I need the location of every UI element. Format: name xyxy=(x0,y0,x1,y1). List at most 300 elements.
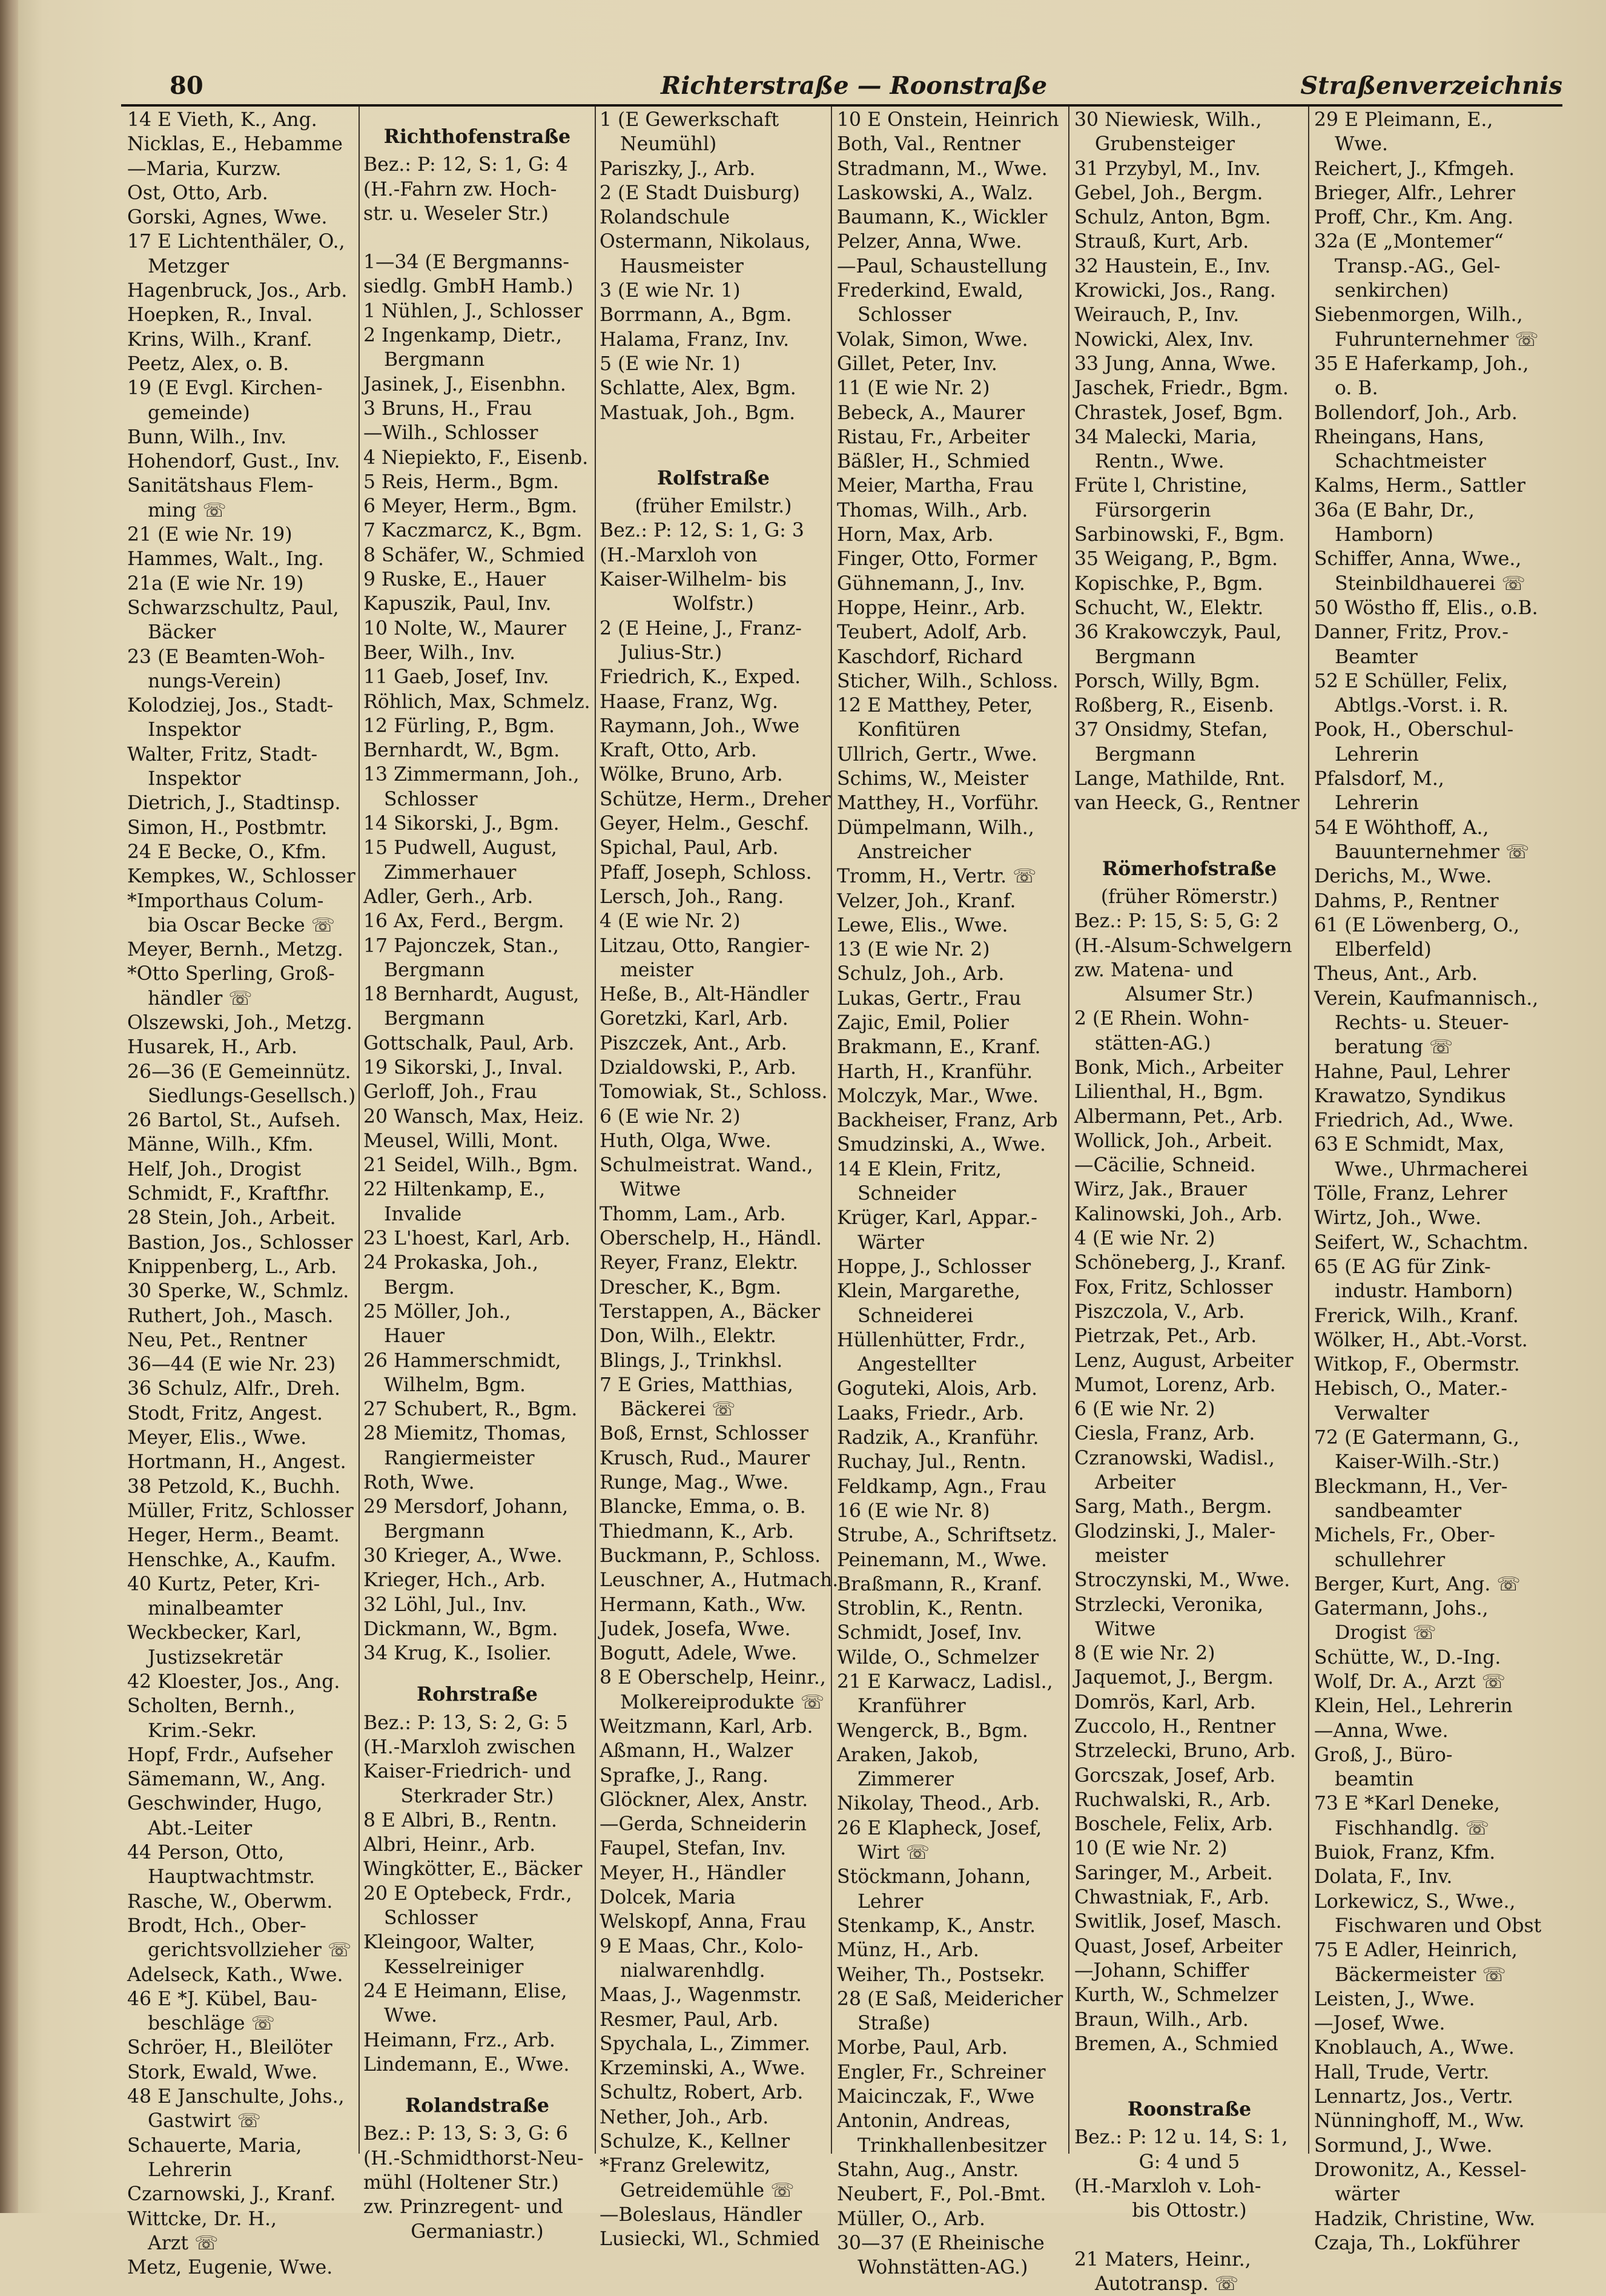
directory-entry: Bergmann xyxy=(384,1008,485,1030)
directory-entry: Röhlich, Max, Schmelz. xyxy=(363,690,590,713)
directory-entry: Elberfeld) xyxy=(1335,939,1432,961)
directory-entry: 8 (E wie Nr. 2) xyxy=(1074,1643,1215,1665)
directory-entry: Stroczynski, M., Wwe. xyxy=(1074,1569,1290,1592)
directory-entry: Thomm, Lam., Arb. xyxy=(600,1203,786,1225)
directory-entry: Goguteki, Alois, Arb. xyxy=(837,1378,1038,1400)
directory-entry: Bunn, Wilh., Inv. xyxy=(127,426,287,448)
column-5 xyxy=(1074,108,1304,2295)
directory-entry: Switlik, Josef, Masch. xyxy=(1074,1911,1282,1933)
spacer xyxy=(1074,2056,1304,2080)
directory-entry: 26 Hammerschmidt, xyxy=(363,1349,561,1372)
directory-entry: Baumann, K., Wickler xyxy=(837,207,1048,229)
directory-entry: meister xyxy=(1095,1544,1169,1567)
directory-entry: Weckbecker, Karl, xyxy=(127,1622,302,1644)
directory-entry: (H.-Alsum-Schwelgern xyxy=(1074,935,1292,957)
directory-entry: senkirchen) xyxy=(1335,280,1449,302)
directory-entry: 61 (E Löwenberg, O., xyxy=(1314,914,1520,936)
directory-entry: 2 (E Stadt Duisburg) xyxy=(600,182,800,204)
directory-entry: Schlosser xyxy=(384,1907,478,1930)
directory-entry: 21a (E wie Nr. 19) xyxy=(127,572,304,595)
directory-entry: 11 (E wie Nr. 2) xyxy=(837,377,990,400)
directory-entry: Friedrich, Ad., Wwe. xyxy=(1314,1110,1514,1132)
directory-entry: Hamborn) xyxy=(1335,524,1433,546)
directory-entry: Wolfstr.) xyxy=(673,593,754,615)
directory-entry: 30 Krieger, A., Wwe. xyxy=(363,1544,563,1567)
directory-entry: Kaschdorf, Richard xyxy=(837,646,1023,668)
directory-entry: —Anna, Wwe. xyxy=(1314,1719,1449,1742)
directory-entry: 38 Petzold, K., Buchh. xyxy=(127,1475,341,1498)
directory-entry: 7 E Gries, Matthias, xyxy=(600,1374,793,1396)
directory-entry: 5 Reis, Herm., Bgm. xyxy=(363,471,559,493)
directory-entry: Blings, J., Trinkhsl. xyxy=(600,1349,783,1372)
directory-entry: Kempkes, W., Schlosser xyxy=(127,865,355,888)
directory-entry: Sticher, Wilh., Schloss. xyxy=(837,670,1059,692)
directory-entry: 24 E Heimann, Elise, xyxy=(363,1980,567,2002)
directory-entry: Leuschner, A., Hutmach. xyxy=(600,1569,839,1592)
directory-entry: 16 (E wie Nr. 8) xyxy=(837,1500,990,1522)
directory-entry: Finger, Otto, Former xyxy=(837,548,1037,571)
directory-entry: Hahne, Paul, Lehrer xyxy=(1314,1060,1510,1083)
directory-entry: Gebel, Joh., Bergm. xyxy=(1074,182,1263,204)
directory-entry: Wölker, H., Abt.-Vorst. xyxy=(1314,1329,1528,1351)
directory-entry: Witkop, F., Obermstr. xyxy=(1314,1354,1520,1376)
directory-entry: Seifert, W., Schachtm. xyxy=(1314,1231,1529,1254)
directory-entry: Gorski, Agnes, Wwe. xyxy=(127,207,328,229)
directory-entry: Julius-Str.) xyxy=(620,641,722,664)
directory-entry: 31 Przybyl, M., Inv. xyxy=(1074,157,1261,180)
street-heading: Rolandstraße xyxy=(405,2094,549,2117)
directory-entry: Jaquemot, J., Bergm. xyxy=(1074,1667,1274,1689)
directory-entry: Klein, Hel., Lehrerin xyxy=(1314,1695,1513,1718)
directory-entry: Dolata, F., Inv. xyxy=(1314,1866,1453,1888)
directory-entry: Czranowski, Wadisl., xyxy=(1074,1447,1275,1469)
directory-entry: Kopischke, P., Bgm. xyxy=(1074,572,1263,595)
directory-entry: Spichal, Paul, Arb. xyxy=(600,837,779,859)
street-heading: Roonstraße xyxy=(1127,2098,1252,2121)
directory-entry: Sämemann, W., Ang. xyxy=(127,1768,326,1791)
directory-entry: Ruthert, Joh., Masch. xyxy=(127,1305,334,1327)
directory-entry: Raymann, Joh., Wwe xyxy=(600,715,800,737)
directory-entry: Bäßler, H., Schmied xyxy=(837,451,1031,473)
directory-entry: Schwarzschultz, Paul, xyxy=(127,597,339,619)
directory-entry: 22 Hiltenkamp, E., xyxy=(363,1179,546,1201)
directory-entry: Bäckerei ☏ xyxy=(620,1398,736,1421)
directory-entry: 8 Schäfer, W., Schmied xyxy=(363,544,585,566)
directory-entry: Ristau, Fr., Arbeiter xyxy=(837,426,1030,448)
directory-entry: Germaniastr.) xyxy=(411,2220,544,2243)
directory-entry: Alsumer Str.) xyxy=(1125,984,1254,1006)
directory-entry: Krawatzo, Syndikus xyxy=(1314,1085,1506,1107)
directory-entry: Witwe xyxy=(620,1179,681,1201)
directory-entry: 6 (E wie Nr. 2) xyxy=(600,1105,741,1128)
directory-entry: Tölle, Franz, Lehrer xyxy=(1314,1183,1507,1205)
directory-entry: Judek, Josefa, Wwe. xyxy=(600,1618,791,1640)
directory-entry: Glodzinski, J., Maler- xyxy=(1074,1520,1276,1543)
directory-entry: Bergmann xyxy=(384,1520,485,1543)
directory-entry: 75 E Adler, Heinrich, xyxy=(1314,1939,1518,1962)
directory-entry: 8 E Albri, B., Rentn. xyxy=(363,1809,557,1831)
directory-entry: Brodt, Hch., Ober- xyxy=(127,1914,306,1937)
directory-entry: Kaiser-Wilh.-Str.) xyxy=(1335,1451,1500,1474)
directory-entry: Proff, Chr., Km. Ang. xyxy=(1314,207,1514,229)
directory-entry: Pietrzak, Pet., Arb. xyxy=(1074,1325,1257,1348)
directory-entry: mühl (Holtener Str.) xyxy=(363,2172,559,2194)
directory-entry: (H.-Fahrn zw. Hoch- xyxy=(363,178,557,200)
directory-entry: Fischwaren und Obst xyxy=(1335,1914,1542,1937)
directory-entry: Konfitüren xyxy=(858,719,960,741)
directory-entry: Früte l, Christine, xyxy=(1074,475,1247,497)
directory-entry: Thomas, Wilh., Arb. xyxy=(837,499,1028,521)
directory-entry: (H.-Marxloh zwischen xyxy=(363,1736,576,1758)
directory-entry: 24 Prokaska, Joh., xyxy=(363,1252,539,1274)
directory-entry: 10 E Onstein, Heinrich xyxy=(837,109,1059,131)
directory-entry: Schneiderei xyxy=(858,1305,974,1327)
directory-entry: Stöckmann, Johann, xyxy=(837,1866,1031,1888)
directory-entry: Sterkrader Str.) xyxy=(400,1785,554,1807)
directory-entry: Domrös, Karl, Arb. xyxy=(1074,1691,1256,1713)
directory-entry: beschläge ☏ xyxy=(148,2013,275,2035)
directory-entry: Jaschek, Friedr., Bgm. xyxy=(1074,377,1289,400)
directory-entry: Lersch, Joh., Rang. xyxy=(600,885,784,908)
directory-entry: Sarg, Math., Bergm. xyxy=(1074,1496,1272,1518)
directory-entry: Anstreicher xyxy=(858,841,971,863)
directory-entry: Bäckermeister ☏ xyxy=(1335,1964,1506,1986)
directory-entry: 35 Weigang, P., Bgm. xyxy=(1074,548,1278,571)
directory-entry: 26 E Klapheck, Josef, xyxy=(837,1817,1042,1839)
directory-entry: Arzt ☏ xyxy=(148,2232,219,2254)
directory-entry: Hoppe, J., Schlosser xyxy=(837,1256,1031,1278)
directory-entry: Bergmann xyxy=(384,349,485,371)
directory-entry: Verein, Kaufmannisch., xyxy=(1314,987,1539,1010)
directory-entry: Don, Wilh., Elektr. xyxy=(600,1325,776,1348)
directory-entry: gemeinde) xyxy=(148,402,250,424)
directory-entry: Sarbinowski, F., Bgm. xyxy=(1074,524,1285,546)
directory-entry: —Boleslaus, Händler xyxy=(600,2203,802,2226)
directory-entry: Strzlecki, Veronika, xyxy=(1074,1593,1264,1616)
directory-entry: Braun, Wilh., Arb. xyxy=(1074,2008,1249,2031)
directory-entry: 6 Meyer, Herm., Bgm. xyxy=(363,495,578,518)
spacer xyxy=(1074,816,1304,840)
directory-entry: —Johann, Schiffer xyxy=(1074,1959,1249,1982)
directory-entry: Nowicki, Alex, Inv. xyxy=(1074,328,1254,351)
directory-entry: Gastwirt ☏ xyxy=(148,2110,261,2132)
directory-entry: Bergmann xyxy=(384,959,485,981)
directory-entry: 5 (E wie Nr. 1) xyxy=(600,352,741,375)
directory-entry: Bauunternehmer ☏ xyxy=(1335,841,1530,863)
column-divider xyxy=(831,107,832,2154)
directory-entry: 54 E Wöhthoff, A., xyxy=(1314,816,1489,839)
directory-entry: minalbeamter xyxy=(148,1598,283,1620)
directory-entry: Wwe. xyxy=(384,2005,437,2027)
directory-entry: (H.-Marxloh v. Loh- xyxy=(1074,2175,1261,2198)
column-3 xyxy=(600,108,839,2251)
directory-entry: Helf, Joh., Drogist xyxy=(127,1158,302,1180)
directory-entry: 42 Kloester, Jos., Ang. xyxy=(127,1671,340,1693)
directory-entry: 72 (E Gatermann, G., xyxy=(1314,1427,1520,1449)
directory-entry: Wirz, Jak., Brauer xyxy=(1074,1179,1247,1201)
directory-entry: 29 E Pleimann, E., xyxy=(1314,109,1493,131)
directory-entry: Maas, J., Wagenmstr. xyxy=(600,1984,802,2007)
directory-entry: Chwastniak, F., Arb. xyxy=(1074,1887,1270,1909)
directory-entry: Stradmann, M., Wwe. xyxy=(837,157,1048,180)
directory-entry: Schlosser xyxy=(384,788,478,810)
directory-entry: Geschwinder, Hugo, xyxy=(127,1793,323,1815)
column-divider xyxy=(595,107,596,2154)
directory-entry: Lenz, August, Arbeiter xyxy=(1074,1349,1294,1372)
directory-entry: Beamter xyxy=(1335,646,1418,668)
street-heading: Rohrstraße xyxy=(417,1683,538,1706)
directory-entry: Ruchwalski, R., Arb. xyxy=(1074,1788,1271,1811)
directory-entry: Siebenmorgen, Wilh., xyxy=(1314,304,1523,326)
directory-entry: Rangiermeister xyxy=(384,1447,535,1469)
directory-entry: Krusch, Rud., Maurer xyxy=(600,1447,810,1469)
directory-entry: 26 Bartol, St., Aufseh. xyxy=(127,1110,341,1132)
directory-entry: Bez.: P: 13, S: 2, G: 5 xyxy=(363,1712,568,1734)
directory-entry: 16 Ax, Ferd., Bergm. xyxy=(363,910,564,933)
directory-entry: Kalinowski, Joh., Arb. xyxy=(1074,1203,1283,1225)
directory-entry: Nether, Joh., Arb. xyxy=(600,2106,769,2128)
directory-entry: Drescher, K., Bgm. xyxy=(600,1276,782,1299)
directory-entry: Fürsorgerin xyxy=(1095,499,1211,521)
directory-entry: *Otto Sperling, Groß- xyxy=(127,963,335,985)
directory-entry: 48 E Janschulte, Johs., xyxy=(127,2086,345,2108)
directory-entry: Autotransp. ☏ xyxy=(1095,2272,1239,2295)
directory-entry: Buiok, Franz, Kfm. xyxy=(1314,1842,1496,1864)
directory-entry: Goretzki, Karl, Arb. xyxy=(600,1008,788,1030)
directory-entry: Weirauch, P., Inv. xyxy=(1074,304,1240,326)
directory-entry: Zuccolo, H., Rentner xyxy=(1074,1716,1276,1738)
page-header xyxy=(145,71,1562,105)
directory-entry: Roth, Wwe. xyxy=(363,1472,475,1494)
directory-entry: Peinemann, M., Wwe. xyxy=(837,1549,1047,1571)
directory-entry: Heimann, Frz., Arb. xyxy=(363,2029,555,2051)
directory-entry: Getreidemühle ☏ xyxy=(620,2179,795,2202)
directory-entry: 28 (E Saß, Meidericher xyxy=(837,1988,1063,2010)
spacer xyxy=(1074,2223,1304,2248)
directory-entry: Chrastek, Josef, Bgm. xyxy=(1074,402,1283,424)
directory-entry: Fuhrunternehmer ☏ xyxy=(1335,328,1539,351)
directory-entry: Smudzinski, A., Wwe. xyxy=(837,1134,1046,1156)
directory-entry: Maicinczak, F., Wwe xyxy=(837,2086,1035,2108)
directory-entry: Hohendorf, Gust., Inv. xyxy=(127,451,340,473)
directory-entry: Münz, H., Arb. xyxy=(837,1939,979,1962)
directory-entry: Saringer, M., Arbeit. xyxy=(1074,1862,1273,1884)
directory-entry: Lindemann, E., Wwe. xyxy=(363,2053,570,2076)
directory-entry: Bez.: P: 12 u. 14, S: 1, xyxy=(1074,2126,1288,2149)
directory-entry: Simon, H., Postbmtr. xyxy=(127,816,328,839)
directory-entry: Albri, Heinr., Arb. xyxy=(363,1834,536,1856)
directory-entry: Theus, Ant., Arb. xyxy=(1314,963,1478,985)
directory-entry: Backheiser, Franz, Arb xyxy=(837,1110,1058,1132)
directory-entry: 6 (E wie Nr. 2) xyxy=(1074,1398,1215,1421)
directory-entry: Meyer, Elis., Wwe. xyxy=(127,1427,307,1449)
directory-entry: Quast, Josef, Arbeiter xyxy=(1074,1935,1283,1957)
directory-entry: 25 Möller, Joh., xyxy=(363,1300,511,1323)
directory-entry: industr. Hamborn) xyxy=(1335,1280,1513,1303)
column-1 xyxy=(127,108,356,2279)
directory-entry: zw. Matena- und xyxy=(1074,959,1234,981)
directory-entry: Wengerck, B., Bgm. xyxy=(837,1719,1028,1742)
directory-entry: Morbe, Paul, Arb. xyxy=(837,2037,1008,2059)
directory-entry: 30 Sperke, W., Schmlz. xyxy=(127,1280,349,1303)
directory-entry: Krins, Wilh., Kranf. xyxy=(127,328,312,351)
directory-entry: 2 (E Rhein. Wohn- xyxy=(1074,1008,1249,1030)
directory-entry: 14 Sikorski, J., Bgm. xyxy=(363,813,560,835)
directory-entry: —Wilh., Schlosser xyxy=(363,422,538,445)
directory-entry: Wilhelm, Bgm. xyxy=(384,1374,526,1396)
directory-entry: Ullrich, Gertr., Wwe. xyxy=(837,743,1037,766)
directory-entry: Wwe. xyxy=(1335,133,1388,156)
directory-entry: Wittcke, Dr. H., xyxy=(127,2208,277,2230)
directory-entry: 44 Person, Otto, xyxy=(127,1842,285,1864)
directory-entry: Matthey, H., Vorführ. xyxy=(837,792,1040,815)
directory-entry: Witwe xyxy=(1095,1618,1156,1640)
directory-entry: Schütte, W., D.-Ing. xyxy=(1314,1646,1501,1669)
directory-entry: Neubert, F., Pol.-Bmt. xyxy=(837,2183,1046,2206)
directory-entry: Kranführer xyxy=(858,1695,966,1718)
directory-entry: Czaja, Th., Lokführer xyxy=(1314,2232,1520,2254)
directory-entry: Schmidt, F., Kraftfhr. xyxy=(127,1183,330,1205)
directory-entry: 12 Fürling, P., Bgm. xyxy=(363,715,555,737)
directory-entry: Knippenberg, L., Arb. xyxy=(127,1256,337,1278)
directory-entry: Weiher, Th., Postsekr. xyxy=(837,1964,1045,1986)
directory-entry: 12 E Matthey, Peter, xyxy=(837,695,1033,717)
spacer xyxy=(363,226,591,250)
directory-entry: Lorkewicz, S., Wwe., xyxy=(1314,1890,1516,1913)
directory-entry: Wolf, Dr. A., Arzt ☏ xyxy=(1314,1671,1505,1693)
directory-entry: Stahn, Aug., Anstr. xyxy=(837,2159,1019,2181)
directory-entry: Hoepken, R., Inval. xyxy=(127,304,313,326)
directory-entry: Hagenbruck, Jos., Arb. xyxy=(127,280,348,302)
column-2 xyxy=(363,108,591,2243)
directory-entry: ming ☏ xyxy=(148,499,226,521)
directory-entry: Weitzmann, Karl, Arb. xyxy=(600,1716,813,1738)
directory-entry: Bebeck, A., Maurer xyxy=(837,402,1025,424)
directory-entry: Bonk, Mich., Arbeiter xyxy=(1074,1056,1283,1079)
directory-entry: 73 E *Karl Deneke, xyxy=(1314,1793,1500,1815)
book-binding xyxy=(0,0,18,2213)
directory-entry: Kaiser-Wilhelm- bis xyxy=(600,569,787,591)
directory-entry: Boß, Ernst, Schlosser xyxy=(600,1423,808,1445)
directory-entry: 27 Schubert, R., Bgm. xyxy=(363,1398,578,1421)
directory-entry: Henschke, A., Kaufm. xyxy=(127,1549,337,1571)
directory-entry: Hüllenhütter, Frdr., xyxy=(837,1329,1026,1351)
directory-entry: Schucht, W., Elektr. xyxy=(1074,597,1264,619)
directory-entry: Hopf, Frdr., Aufseher xyxy=(127,1744,333,1766)
directory-entry: Hermann, Kath., Ww. xyxy=(600,1593,807,1616)
directory-entry: 50 Wöstho ff, Elis., o.B. xyxy=(1314,597,1538,619)
directory-entry: Schiffer, Anna, Wwe., xyxy=(1314,548,1522,571)
directory-entry: Bremen, A., Schmied xyxy=(1074,2033,1278,2055)
column-divider xyxy=(1308,107,1309,2154)
directory-entry: Arbeiter xyxy=(1095,1472,1176,1494)
directory-entry: Porsch, Willy, Bgm. xyxy=(1074,670,1260,692)
directory-entry: 15 Pudwell, August, xyxy=(363,837,557,859)
directory-entry: Müller, O., Arb. xyxy=(837,2208,985,2230)
directory-entry: Bez.: P: 12, S: 1, G: 3 xyxy=(600,520,804,542)
directory-entry: Knoblauch, A., Wwe. xyxy=(1314,2037,1515,2059)
directory-entry: sandbeamter xyxy=(1335,1500,1462,1522)
directory-entry: Adelseck, Kath., Wwe. xyxy=(127,1964,343,1986)
directory-entry: Krim.-Sekr. xyxy=(148,1719,257,1742)
directory-entry: Gühnemann, J., Inv. xyxy=(837,572,1025,595)
directory-entry: nialwarenhdlg. xyxy=(620,1959,765,1982)
directory-entry: 20 E Optebeck, Frdr., xyxy=(363,1882,572,1905)
directory-entry: meister xyxy=(620,959,694,981)
directory-entry: Olszewski, Joh., Metzg. xyxy=(127,1011,352,1034)
directory-entry: 21 Seidel, Wilh., Bgm. xyxy=(363,1154,578,1177)
column-divider xyxy=(1068,107,1069,2154)
directory-entry: 35 E Haferkamp, Joh., xyxy=(1314,352,1529,375)
directory-entry: Krzeminski, A., Wwe. xyxy=(600,2057,806,2080)
directory-entry: Lewe, Elis., Wwe. xyxy=(837,914,1008,936)
directory-entry: zw. Prinzregent- und xyxy=(363,2196,563,2218)
directory-entry: Hebisch, O., Mater.- xyxy=(1314,1378,1508,1400)
spacer xyxy=(600,425,827,449)
directory-entry: Hortmann, H., Angest. xyxy=(127,1451,346,1474)
directory-entry: Lukas, Gertr., Frau xyxy=(837,987,1022,1010)
directory-entry: 4 (E wie Nr. 2) xyxy=(1074,1228,1215,1250)
directory-entry: 33 Jung, Anna, Wwe. xyxy=(1074,352,1277,375)
directory-entry: Both, Val., Rentner xyxy=(837,133,1021,156)
directory-entry: Bergmann xyxy=(1095,743,1196,766)
directory-entry: Pook, H., Oberschul- xyxy=(1314,719,1514,741)
directory-entry: Reichert, J., Kfmgeh. xyxy=(1314,157,1515,180)
column-6 xyxy=(1314,108,1556,2254)
directory-entry: Laaks, Friedr., Arb. xyxy=(837,1402,1025,1424)
directory-entry: Schlosser xyxy=(858,304,951,326)
directory-entry: Gillet, Peter, Inv. xyxy=(837,352,997,375)
directory-entry: Husarek, H., Arb. xyxy=(127,1036,298,1059)
directory-entry: Piszczola, V., Arb. xyxy=(1074,1300,1245,1323)
directory-entry: 32 Löhl, Jul., Inv. xyxy=(363,1593,527,1616)
directory-entry: Schütze, Herm., Dreher xyxy=(600,788,831,810)
directory-entry: Rechts- u. Steuer- xyxy=(1335,1011,1509,1034)
directory-entry: Geyer, Helm., Geschf. xyxy=(600,813,810,835)
directory-entry: Buckmann, P., Schloss. xyxy=(600,1544,821,1567)
directory-entry: Frederkind, Ewald, xyxy=(837,280,1024,302)
directory-entry: Wingkötter, E., Bäcker xyxy=(363,1858,583,1881)
directory-entry: Schröer, H., Bleilöter xyxy=(127,2037,332,2059)
directory-entry: Bergm. xyxy=(384,1276,455,1299)
directory-entry: 7 Kaczmarcz, K., Bgm. xyxy=(363,520,583,542)
directory-entry: Araken, Jakob, xyxy=(837,1744,979,1766)
directory-entry: Drogist ☏ xyxy=(1335,1622,1436,1644)
directory-entry: Runge, Mag., Wwe. xyxy=(600,1472,789,1494)
directory-entry: 24 E Becke, O., Kfm. xyxy=(127,841,327,863)
directory-entry: 36 Krakowczyk, Paul, xyxy=(1074,621,1282,644)
directory-entry: Klein, Margarethe, xyxy=(837,1280,1020,1303)
directory-entry: Rheingans, Hans, xyxy=(1314,426,1485,448)
directory-entry: Meusel, Willi, Mont. xyxy=(363,1130,559,1152)
directory-entry: Dahms, P., Rentner xyxy=(1314,890,1499,912)
directory-entry: Dickmann, W., Bgm. xyxy=(363,1618,558,1640)
directory-entry: Sanitätshaus Flem- xyxy=(127,475,314,497)
directory-entry: Friedrich, K., Exped. xyxy=(600,666,801,689)
directory-entry: Krüger, Karl, Appar.- xyxy=(837,1207,1037,1229)
directory-entry: Radzik, A., Kranführ. xyxy=(837,1427,1039,1449)
directory-entry: Müller, Fritz, Schlosser xyxy=(127,1500,354,1522)
directory-entry: 3 Bruns, H., Frau xyxy=(363,397,532,420)
directory-entry: Wirtz, Joh., Wwe. xyxy=(1314,1207,1482,1229)
directory-entry: Bleckmann, H., Ver- xyxy=(1314,1475,1508,1498)
directory-entry: Lehrerin xyxy=(148,2159,232,2181)
directory-entry: Wohnstätten-AG.) xyxy=(858,2257,1028,2279)
directory-entry: stätten-AG.) xyxy=(1095,1032,1211,1054)
directory-entry: Krieger, Hch., Arb. xyxy=(363,1569,546,1592)
directory-entry: —Gerda, Schneiderin xyxy=(600,1813,807,1836)
directory-entry: Fischhandlg. ☏ xyxy=(1335,1817,1490,1839)
